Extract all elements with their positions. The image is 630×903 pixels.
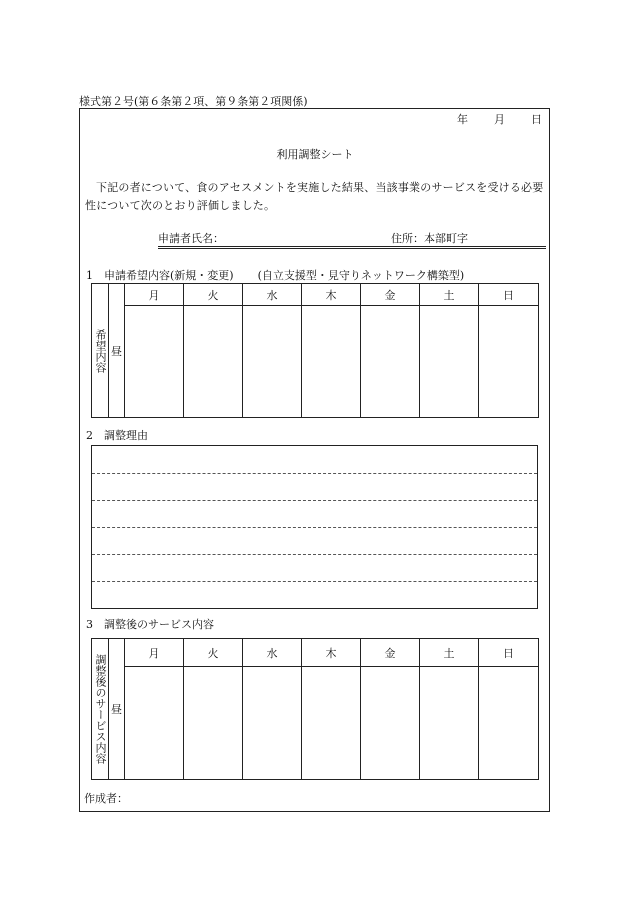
section1-day-header: 土: [420, 284, 479, 306]
section1-row-label: 希望内容: [94, 328, 107, 373]
author-label: 作成者：: [84, 792, 128, 805]
applicant-row: [158, 230, 546, 249]
document-title: 利用調整シート: [276, 148, 354, 161]
section1-day-cell[interactable]: [302, 306, 361, 418]
section3-schedule-table: [91, 638, 539, 780]
reason-box[interactable]: [91, 445, 538, 609]
section1-day-cell[interactable]: [243, 306, 302, 418]
section1-day-cell[interactable]: [125, 306, 184, 418]
section1-day-header: 日: [479, 284, 539, 306]
section1-day-cell[interactable]: [420, 306, 479, 418]
date-day: 日: [531, 113, 542, 126]
section1-day-header: 月: [125, 284, 184, 306]
reason-line: [92, 527, 537, 528]
section3-day-cell[interactable]: [302, 667, 361, 780]
section3-day-cell[interactable]: [184, 667, 243, 780]
section1-day-cell[interactable]: [184, 306, 243, 418]
section3-day-header: 木: [302, 639, 361, 667]
date-row: [457, 111, 542, 127]
section3-day-header: 日: [479, 639, 539, 667]
section3-day-cell[interactable]: [361, 667, 420, 780]
section3-day-header: 月: [125, 639, 184, 667]
section1-day-header: 金: [361, 284, 420, 306]
section3-day-cell[interactable]: [243, 667, 302, 780]
section3-day-header: 金: [361, 639, 420, 667]
section1-day-header: 木: [302, 284, 361, 306]
section2-heading: 2 調整理由: [86, 429, 148, 442]
reason-line: [92, 581, 537, 582]
section3-day-cell[interactable]: [420, 667, 479, 780]
date-month: 月: [494, 113, 505, 126]
applicant-name-label: 申請者氏名：: [158, 232, 224, 245]
section3-day-header: 水: [243, 639, 302, 667]
section1-time-label: 昼: [111, 344, 122, 358]
section3-day-cell[interactable]: [479, 667, 539, 780]
date-year: 年: [457, 113, 468, 126]
section1-heading: [86, 267, 464, 283]
applicant-address-label: 住所：本部町字: [391, 232, 468, 245]
section3-row-label-cell: [92, 639, 109, 780]
section1-day-cell[interactable]: [361, 306, 420, 418]
section1-title: 1 申請希望内容(新規・変更): [86, 269, 234, 282]
section3-heading: 3 調整後のサービス内容: [86, 618, 214, 631]
section1-schedule-table: [91, 283, 539, 418]
section1-day-header: 水: [243, 284, 302, 306]
section3-time-label: 昼: [111, 703, 122, 716]
section3-time-cell: [109, 639, 125, 780]
section1-day-cell[interactable]: [479, 306, 539, 418]
reason-line: [92, 473, 537, 474]
section1-time-cell: [109, 284, 125, 418]
reason-line: [92, 500, 537, 501]
section1-row-label-cell: [92, 284, 109, 418]
form-number-label: 様式第２号(第６条第２項、第９条第２項関係): [79, 95, 308, 108]
section3-row-label: 調整後のサービス内容: [94, 654, 107, 764]
reason-line: [92, 554, 537, 555]
section1-subtitle: (自立支援型・見守りネットワーク構築型): [257, 269, 465, 282]
intro-paragraph: 下記の者について、食のアセスメントを実施した結果、当該事業のサービスを受ける必要性について次のとおり評価しました。: [85, 181, 544, 212]
section3-day-header: 土: [420, 639, 479, 667]
section3-day-header: 火: [184, 639, 243, 667]
section3-day-cell[interactable]: [125, 667, 184, 780]
section1-day-header: 火: [184, 284, 243, 306]
